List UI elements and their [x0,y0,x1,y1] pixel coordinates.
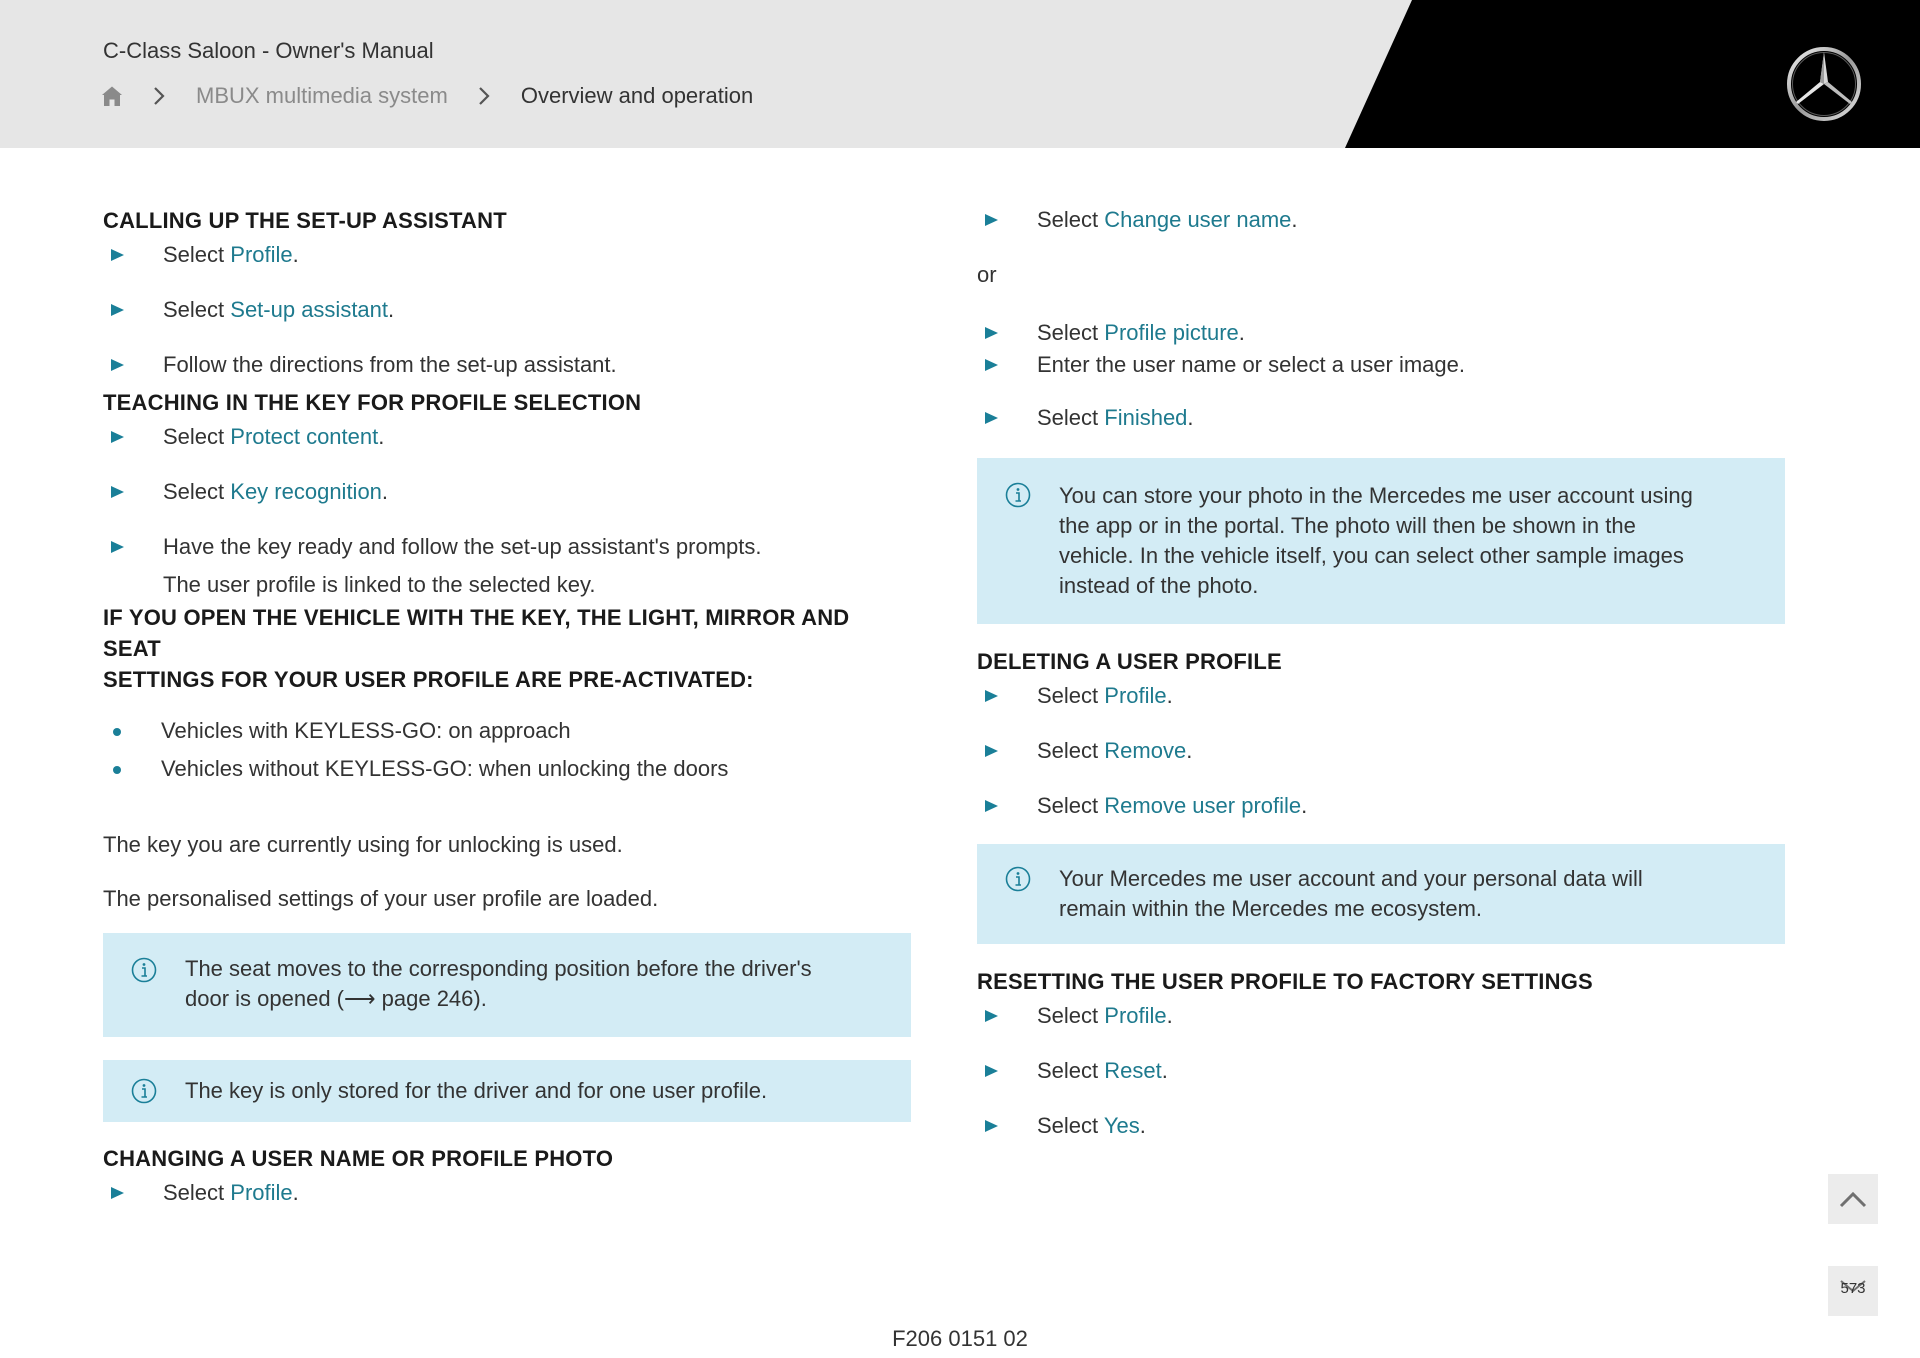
step-have-key-ready: Have the key ready and follow the set-up assistant's prompts. [103,532,911,562]
info-icon [131,1078,157,1104]
key-teaching-heading: TEACHING IN THE KEY FOR PROFILE SELECTION [103,390,642,415]
step-arrow-icon [111,541,124,553]
profile-link[interactable]: Profile [1104,683,1167,708]
page-number-button[interactable] [1828,1266,1878,1316]
info-icon [1005,482,1031,508]
step-select-yes: Select Yes. [977,1111,1785,1141]
manual-title: C-Class Saloon - Owner's Manual [103,38,434,63]
list-item: Vehicles with KEYLESS-GO: on approach [103,716,911,746]
step-select-protect-content: Select Protect content. [103,422,911,452]
step-select-remove-user-profile: Select Remove user profile. [977,791,1785,821]
step-arrow-icon [985,412,998,424]
remove-user-profile-link[interactable]: Remove user profile [1104,793,1302,818]
step-arrow-icon [985,1065,998,1077]
step-arrow-icon [111,1187,124,1199]
step-arrow-icon [985,214,998,226]
profile-picture-link[interactable]: Profile picture [1104,320,1239,345]
or-text: or [977,262,997,287]
chevron-right-icon [152,85,166,107]
step-select-profile: Select Profile. [103,240,911,270]
step-arrow-icon [111,486,124,498]
profile-link[interactable]: Profile [230,242,293,267]
step-enter-user-name: Enter the user name or select a user image. [977,350,1785,380]
step-select-profile: Select Profile. [977,681,1785,711]
step-select-change-user-name: Select Change user name. [977,205,1785,235]
yes-link[interactable]: Yes [1103,1113,1140,1138]
info-box: You can store your photo in the Mercedes me user account using the app or in the portal. The photo will then be shown in the vehicle. In the vehicle itself, you can select other sample images instead of the photo. [977,458,1785,624]
step-select-reset: Select Reset. [977,1056,1785,1086]
step-arrow-icon [111,431,124,443]
info-box: Your Mercedes me user account and your personal data will remain within the Mercedes me ecosystem. [977,844,1785,944]
remove-link[interactable]: Remove [1104,738,1187,763]
step-select-profile: Select Profile. [977,1001,1785,1031]
step-select-remove: Select Remove. [977,736,1785,766]
step-arrow-icon [985,745,998,757]
step-select-profile-picture: Select Profile picture. [977,318,1785,348]
change-name-heading: CHANGING A USER NAME OR PROFILE PHOTO [103,1146,614,1171]
page-header [0,0,1920,148]
step-arrow-icon [985,1010,998,1022]
chevron-up-icon [1838,1189,1868,1209]
bullet-dot [113,766,121,774]
info-box: The seat moves to the corresponding position before the driver's door is opened (⟶ page 246). [103,933,911,1037]
info-icon [1005,866,1031,892]
document-code: F206 0151 02 [892,1326,1028,1351]
step-arrow-icon [985,359,998,371]
breadcrumb-section-link[interactable]: MBUX multimedia system [196,83,448,108]
step-arrow-icon [985,800,998,812]
step-arrow-icon [985,1120,998,1132]
reset-profile-heading: RESETTING THE USER PROFILE TO FACTORY SETTINGS [977,969,1593,994]
mercedes-star-logo[interactable] [1786,46,1862,122]
step-select-setup-assistant: Select Set-up assistant. [103,295,911,325]
breadcrumb [101,80,753,112]
delete-profile-heading: DELETING A USER PROFILE [977,649,1282,674]
step-result-text: The user profile is linked to the selected key. [163,572,596,597]
step-arrow-icon [985,690,998,702]
setup-assistant-heading: CALLING UP THE SET-UP ASSISTANT [103,208,507,233]
home-icon[interactable] [101,85,123,107]
finished-link[interactable]: Finished [1104,405,1188,430]
profile-link[interactable]: Profile [1104,1003,1167,1028]
change-user-name-link[interactable]: Change user name [1104,207,1292,232]
protect-content-link[interactable]: Protect content [230,424,379,449]
step-select-key-recognition: Select Key recognition. [103,477,911,507]
right-column [977,205,1785,1141]
paragraph: The key you are currently using for unlocking is used. [103,832,623,857]
paragraph: The personalised settings of your user profile are loaded. [103,886,659,911]
bullet-dot [113,728,121,736]
info-box: The key is only stored for the driver and for one user profile. [103,1060,911,1122]
step-arrow-icon [111,249,124,261]
left-column [103,205,911,1208]
chevron-right-icon [477,85,491,107]
info-icon [131,957,157,983]
profile-link[interactable]: Profile [230,1180,293,1205]
step-select-profile: Select Profile. [103,1178,911,1208]
reset-link[interactable]: Reset [1104,1058,1162,1083]
breadcrumb-current: Overview and operation [520,83,754,108]
key-recognition-link[interactable]: Key recognition [230,479,382,504]
step-arrow-icon [111,359,124,371]
step-arrow-icon [111,304,124,316]
step-select-finished: Select Finished. [977,403,1785,433]
scroll-to-top-button[interactable] [1828,1174,1878,1224]
preactivation-heading: IF YOU OPEN THE VEHICLE WITH THE KEY, THE LIGHT, MIRROR AND SEAT SETTINGS FOR YOUR USER PROFILE ARE PRE-ACTIVATED: [103,605,850,692]
page-number: 573 [1840,1280,1866,1297]
step-follow-directions: Follow the directions from the set-up assistant. [103,350,911,380]
setup-assistant-link[interactable]: Set-up assistant [230,297,389,322]
list-item: Vehicles without KEYLESS-GO: when unlocking the doors [103,754,911,784]
step-arrow-icon [985,327,998,339]
